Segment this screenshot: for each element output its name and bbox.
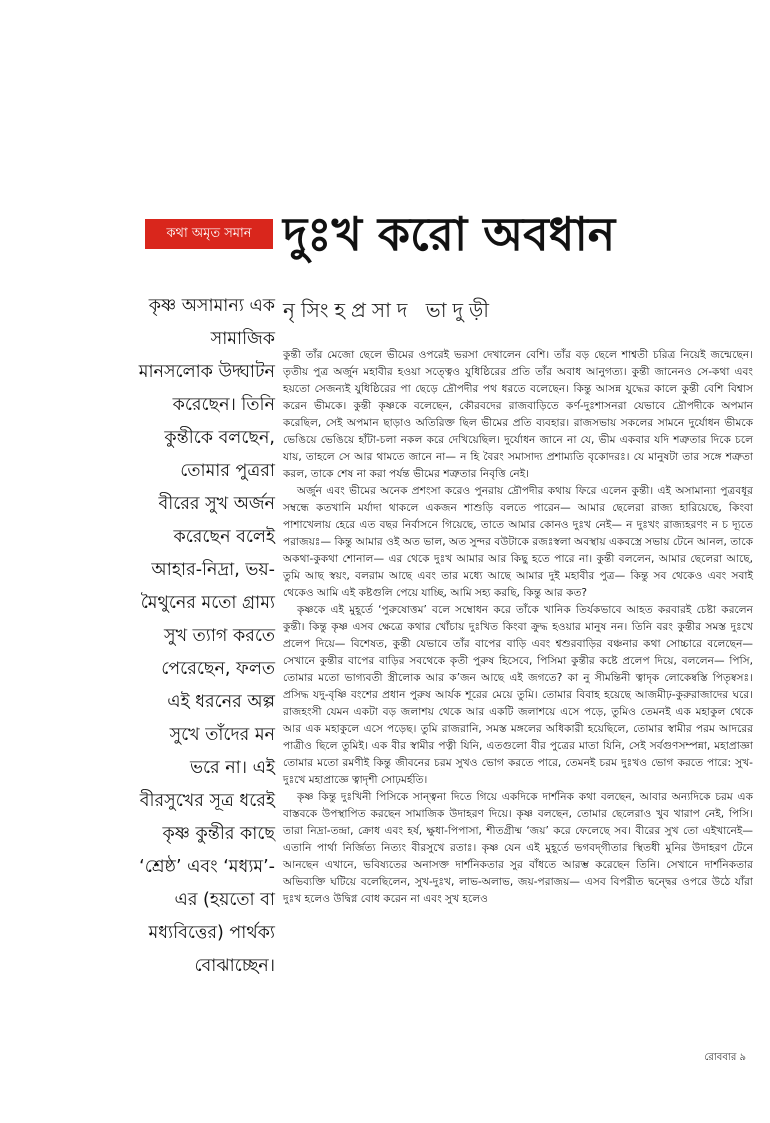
- body-paragraph: কুন্তী তাঁর মেজো ছেলে ভীমের ওপরেই ভরসা দেখালেন বেশি। তাঁর বড় ছেলে শাশ্বতী চরিত্র নিয়েই জন্মেছেন। তৃতীয় পুত্র অর্জুন মহাবীর হওয়া সত্ত্বেও যুধিষ্ঠিরের প্রতি তাঁর অবাধ আনুগত্য। কুন্তী জানেনও সে-কথা এবং হয়তো সেজন্যই যুধিষ্ঠিরের পা ছেড়ে দ্রৌপদীর পথ ধরতে বলেছেন। কিন্তু আসন্ন যুদ্ধের কালে কুন্তী বেশি বিশ্বাস করেন ভীমকে। কুন্তী কৃষ্ণকে বলেছেন, কৌরবদের রাজবাড়িতে কর্ণ-দুঃশাসনরা যেভাবে দ্রৌপদীকে অপমান করেছিল, সেই অপমান ছাড়াও অতিরিক্ত ছিল ভীমের প্রতি ব্যবহার। রাজসভায় সকলের সামনে দুর্যোধন ভীমকে ভেঙিয়ে ভেঙিয়ে হাঁটা-চলা নকল করে দেখিয়েছিল। দুর্যোধন জানে না যে, ভীম একবার যদি শত্রুতার দিকে চলে যায়, তাহলে সে আর থামতে জানে না— ন হি বৈরং সমাসাদ্য প্রশাম্যতি বৃকোদরঃ। যে মানুষটা তার সঙ্গে শত্রুতা করল, তাকে শেষ না করা পর্যন্ত ভীমের শত্রুতার নিবৃত্তি নেই।: [283, 349, 753, 480]
- byline: নৃসিংহপ্রসাদ ভাদুড়ী: [283, 298, 496, 322]
- section-tag: কথা অমৃত সমান: [145, 219, 273, 249]
- body-paragraph: কৃষ্ণ কিন্তু দুঃখিনী পিসিকে সান্ত্বনা দিতে গিয়ে একদিকে দার্শনিক কথা বলছেন, আবার অন্যদিকে চরম এক বাস্তবকে উপস্থাপিত করছেন সামাজিক উদাহরণ দিয়ে। কৃষ্ণ বলছেন, তোমার ছেলেরাও খুব খারাপ নেই, পিসি। তারা নিদ্রা-তন্দ্রা, ক্রোধ এবং হর্ষ, ক্ষুধা-পিপাসা, শীতগ্রীষ্ম ‘জয়’ করে ফেলেছে সব। বীরের সুখ তো এইখানেই— এতানি পার্থা নির্জিত্য নিত্যং বীরসুখে রতাঃ। কৃষ্ণ যেন এই মুহূর্তে ভগবদ্‌গীতার স্থিতধী মুনির উদাহরণ টেনে আনছেন এখানে, ভবিষ্যতের অনাসক্ত দার্শনিকতার সুর বাঁধতে আরম্ভ করেছেন তিনি। সেখানে দার্শনিকতার অভিব্যক্তি ঘটিয়ে বলেছিলেন, সুখ-দুঃখ, লাভ-অলাভ, জয়-পরাজয়— এসব বিপরীত দ্বন্দ্বের ওপরে উঠে যাঁরা দুঃখ হলেও উদ্বিগ্ন বোধ করেন না এবং সুখ হলেও: [283, 791, 753, 905]
- pull-quote: কৃষ্ণ অসামান্য এক সামাজিক মানসলোক উদ্ঘাটন করেছেন। তিনি কুন্তীকে বলছেন, তোমার পুত্ররা বীরের সুখ অর্জন করেছেন বলেই আহার-নিদ্রা, ভয়-মৈথুনের মতো গ্রাম্য সুখ ত্যাগ করতে পেরেছেন, ফলত এই ধরনের অল্প সুখে তাঁদের মন ভরে না। এই বীরসুখের সূত্র ধরেই কৃষ্ণ কুন্তীর কাছে ‘শ্রেষ্ঠ’ এবং ‘মধ্যম’-এর (হয়তো বা মধ্যবিত্তের) পার্থক্য বোঝাচ্ছেন।: [138, 296, 275, 976]
- page-footer: রোববার ৯: [704, 1052, 746, 1063]
- article-body: [283, 347, 753, 1047]
- body-paragraph: অর্জুন এবং ভীমের অনেক প্রশংসা করেও পুনরায় দ্রৌপদীর কথায় ফিরে এলেন কুন্তী। এই অসামান্যা পুত্রবধূর সম্বন্ধে কতখানি মর্যাদা থাকলে একজন শাশুড়ি বলতে পারেন— আমার ছেলেরা রাজ্য হারিয়েছে, কিংবা পাশাখেলায় হেরে এত বছর নির্বাসনে গিয়েছে, তাতে আমার কোনও দুঃখ নেই— ন দুঃখং রাজ্যহরণং ন চ দ্যূতে পরাজয়ঃ— কিন্তু আমার ওই অত ভাল, অত সুন্দর বউটাকে রজঃস্বলা অবস্থায় একবস্ত্রে সভায় টেনে আনল, তাকে অকথা-কুকথা শোনাল— এর থেকে দুঃখ আমার আর কিছু হতে পারে না। কুন্তী বললেন, আমার ছেলেরা আছে, তুমি আছ স্বয়ং, বলরাম আছে এবং তার মধ্যে আছে আমার দুই মহাবীর পুত্র— কিন্তু সব থেকেও এবং সবাই থেকেও আমি এই কষ্টগুলি পেয়ে যাচ্ছি, আমি সহ্য করছি, কিন্তু আর কত?: [283, 485, 753, 599]
- headline: দুঃখ করো অবধান: [283, 207, 616, 261]
- body-paragraph: কৃষ্ণকে এই মুহূর্তে ‘পুরুষোত্তম’ বলে সম্বোধন করে তাঁকে খানিক তির্যকভাবে আহত করবারই চেষ্টা করলেন কুন্তী। কিন্তু কৃষ্ণ এসব ক্ষেত্রে কথার খোঁচায় দুঃখিত কিংবা ক্রুদ্ধ হওয়ার মানুষ নন। তিনি বরং কুন্তীর সমস্ত দুঃখে প্রলেপ দিয়ে— বিশেষত, কুন্তী যেভাবে তাঁর বাপের বাড়ি এবং শ্বশুরবাড়ির বঞ্চনার কথা সোচ্চারে বলেছেন— সেখানে কুন্তীর বাপের বাড়ির সবথেকে কৃতী পুরুষ হিসেবে, পিসিমা কুন্তীর কষ্টে প্রলেপ দিয়ে, বললেন— পিসি, তোমার মতো ভাগ্যবতী স্ত্রীলোক আর ক’জন আছে এই জগতে? কা নু সীমন্তিনী ত্বাদৃক লোকেষ্বস্তি পিতৃষ্বসঃ। প্রসিদ্ধ যদু-বৃষ্ণি বংশের প্রধান পুরুষ আর্যক শূরের মেয়ে তুমি। তোমার বিবাহ হয়েছে আজমীঢ়-কুরুরাজাদের ঘরে। রাজহংসী যেমন একটা বড় জলাশয় থেকে আর একটি জলাশয়ে এসে পড়ে, তুমিও তেমনই এক মহাকুল থেকে আর এক মহাকুলে এসে পড়েছ। তুমি রাজরানি, সমস্ত মঙ্গলের অধিকারী হয়েছিলে, তোমার স্বামীর পরম আদরের পাত্রীও ছিলে তুমিই। এক বীর স্বামীর পত্নী যিনি, এতগুলো বীর পুত্রের মাতা যিনি, সেই সর্বগুণসম্পন্না, মহাপ্রাজ্ঞা তোমার মতো রমণীই কিন্তু জীবনের চরম সুখও ভোগ করতে পারে, তেমনই চরম দুঃখও ভোগ করতে পারে: সুখ-দুঃখে মহাপ্রাজ্ঞে ত্বাদৃশী সোঢ়মর্হতি।: [283, 604, 753, 786]
